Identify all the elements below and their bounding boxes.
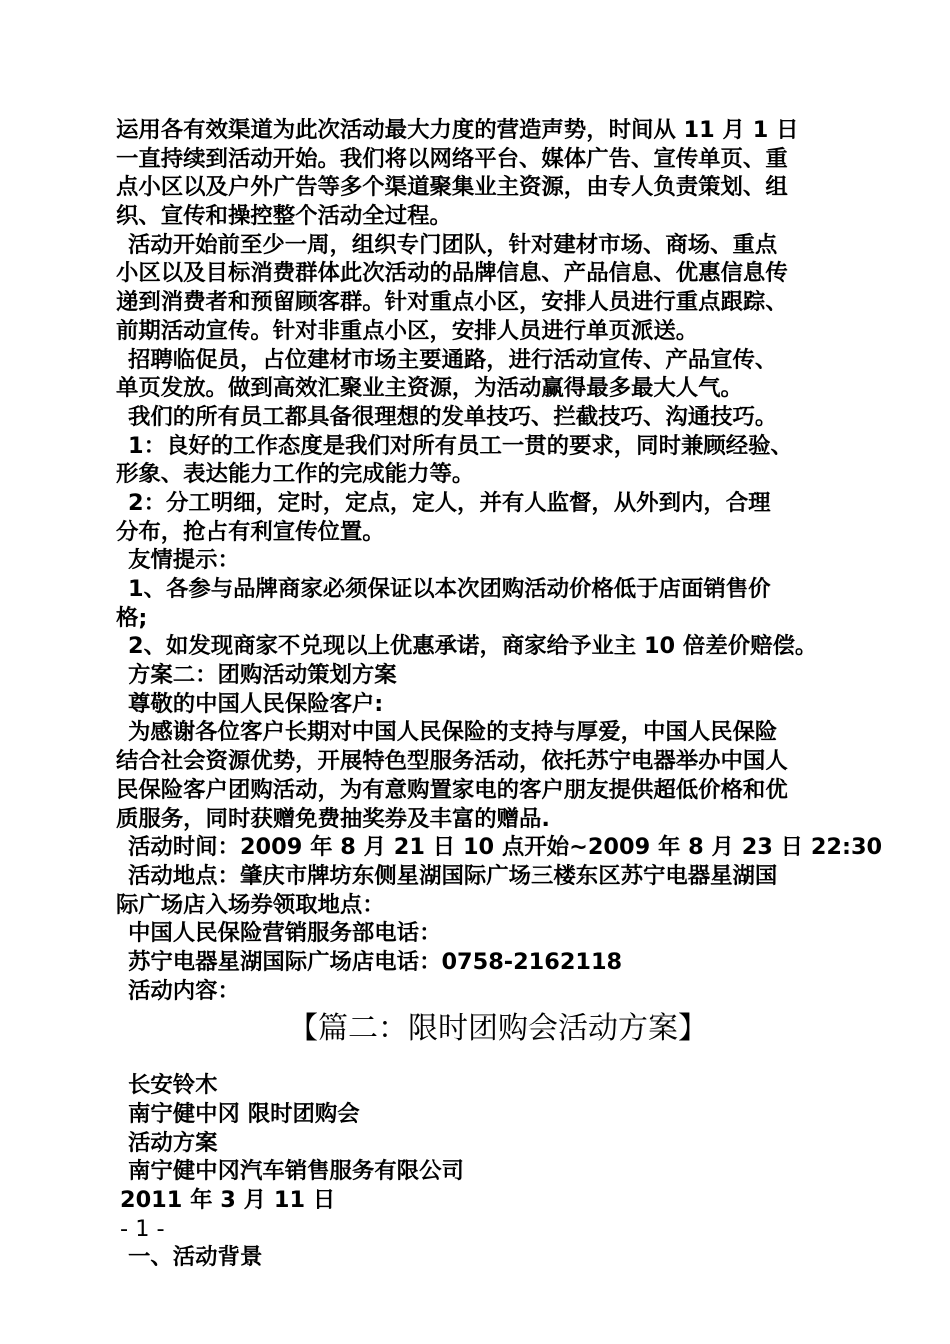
paragraph-line: 我们的所有员工都具备很理想的发单技巧、拦截技巧、沟通技巧。 — [128, 403, 778, 430]
spacer — [116, 1053, 840, 1071]
paragraph-line: 递到消费者和预留顾客群。针对重点小区，安排人员进行重点跟踪、 — [116, 289, 788, 316]
paragraph-line: 小区以及目标消费群体此次活动的品牌信息、产品信息、优惠信息传 — [116, 260, 788, 287]
paragraph-line: 点小区以及户外广告等多个渠道聚集业主资源，由专人负责策划、组 — [116, 174, 788, 201]
paragraph-line: 单页发放。做到高效汇聚业主资源，为活动赢得最多最大人气。 — [116, 375, 743, 402]
paragraph-line: 招聘临促员，占位建材市场主要通路，进行活动宣传、产品宣传、 — [128, 346, 778, 373]
list-item-line: 分布，抢占有利宣传位置。 — [116, 518, 385, 545]
paragraph-line: 织、宣传和操控整个活动全过程。 — [116, 203, 452, 230]
paragraph-line: 民保险客户团购活动，为有意购置家电的客户朋友提供超低价格和优 — [116, 776, 788, 803]
event-time: 活动时间：2009 年 8 月 21 日 10 点开始~2009 年 8 月 23 日 22:30 — [128, 834, 883, 861]
list-item-line: 1：良好的工作态度是我们对所有员工一贯的要求，同时兼顾经验、 — [128, 432, 793, 459]
document-page — [116, 116, 883, 1272]
notice-item: 2、如发现商家不兑现以上优惠承诺，商家给予业主 10 倍差价赔偿。 — [128, 633, 818, 660]
notice-item: 格; — [116, 604, 148, 631]
notice-item: 1、各参与品牌商家必须保证以本次团购活动价格低于店面销售价 — [128, 576, 771, 602]
event-content-label: 活动内容： — [128, 977, 240, 1004]
date-line: 2011 年 3 月 11 日 — [120, 1187, 336, 1214]
paragraph-line: 质服务，同时获赠免费抽奖券及丰富的赠品. — [116, 805, 550, 832]
brand-line: 长安铃木 — [128, 1072, 218, 1099]
salutation: 尊敬的中国人民保险客户: — [128, 690, 384, 717]
plan-title: 方案二：团购活动策划方案 — [128, 662, 397, 689]
paragraph-line: 结合社会资源优势，开展特色型服务活动，依托苏宁电器举办中国人 — [116, 748, 788, 775]
page-number: - 1 - — [120, 1215, 165, 1242]
event-name-line: 南宁健中冈 限时团购会 — [128, 1101, 360, 1127]
notice-title: 友情提示： — [128, 547, 240, 574]
paragraph-line: 活动开始前至少一周，组织专门团队，针对建材市场、商场、重点 — [128, 231, 778, 258]
contact-phone: 苏宁电器星湖国际广场店电话：0758-2162118 — [128, 948, 623, 975]
contact-phone: 中国人民保险营销服务部电话： — [128, 920, 442, 947]
paragraph-line: 前期活动宣传。针对非重点小区，安排人员进行单页派送。 — [116, 317, 699, 344]
section-title: 一、活动背景 — [128, 1244, 263, 1271]
paragraph-line: 一直持续到活动开始。我们将以网络平台、媒体广告、宣传单页、重 — [116, 145, 788, 172]
list-item-line: 形象、表达能力工作的完成能力等。 — [116, 461, 475, 488]
event-location: 活动地点：肇庆市牌坊东侧星湖国际广场三楼东区苏宁电器星湖国 — [128, 862, 778, 889]
company-name-line: 南宁健中冈汽车销售服务有限公司 — [128, 1158, 464, 1185]
plan-label-line: 活动方案 — [128, 1129, 218, 1156]
paragraph-line: 运用各有效渠道为此次活动最大力度的营造声势，时间从 11 月 1 日 — [116, 117, 799, 143]
event-location: 际广场店入场券领取地点： — [116, 891, 385, 918]
section-heading: 【篇二：限时团购会活动方案】 — [288, 1011, 708, 1047]
paragraph-line: 为感谢各位客户长期对中国人民保险的支持与厚爱，中国人民保险 — [128, 719, 778, 746]
list-item-line: 2：分工明细，定时，定点，定人，并有人监督，从外到内，合理 — [128, 489, 771, 516]
